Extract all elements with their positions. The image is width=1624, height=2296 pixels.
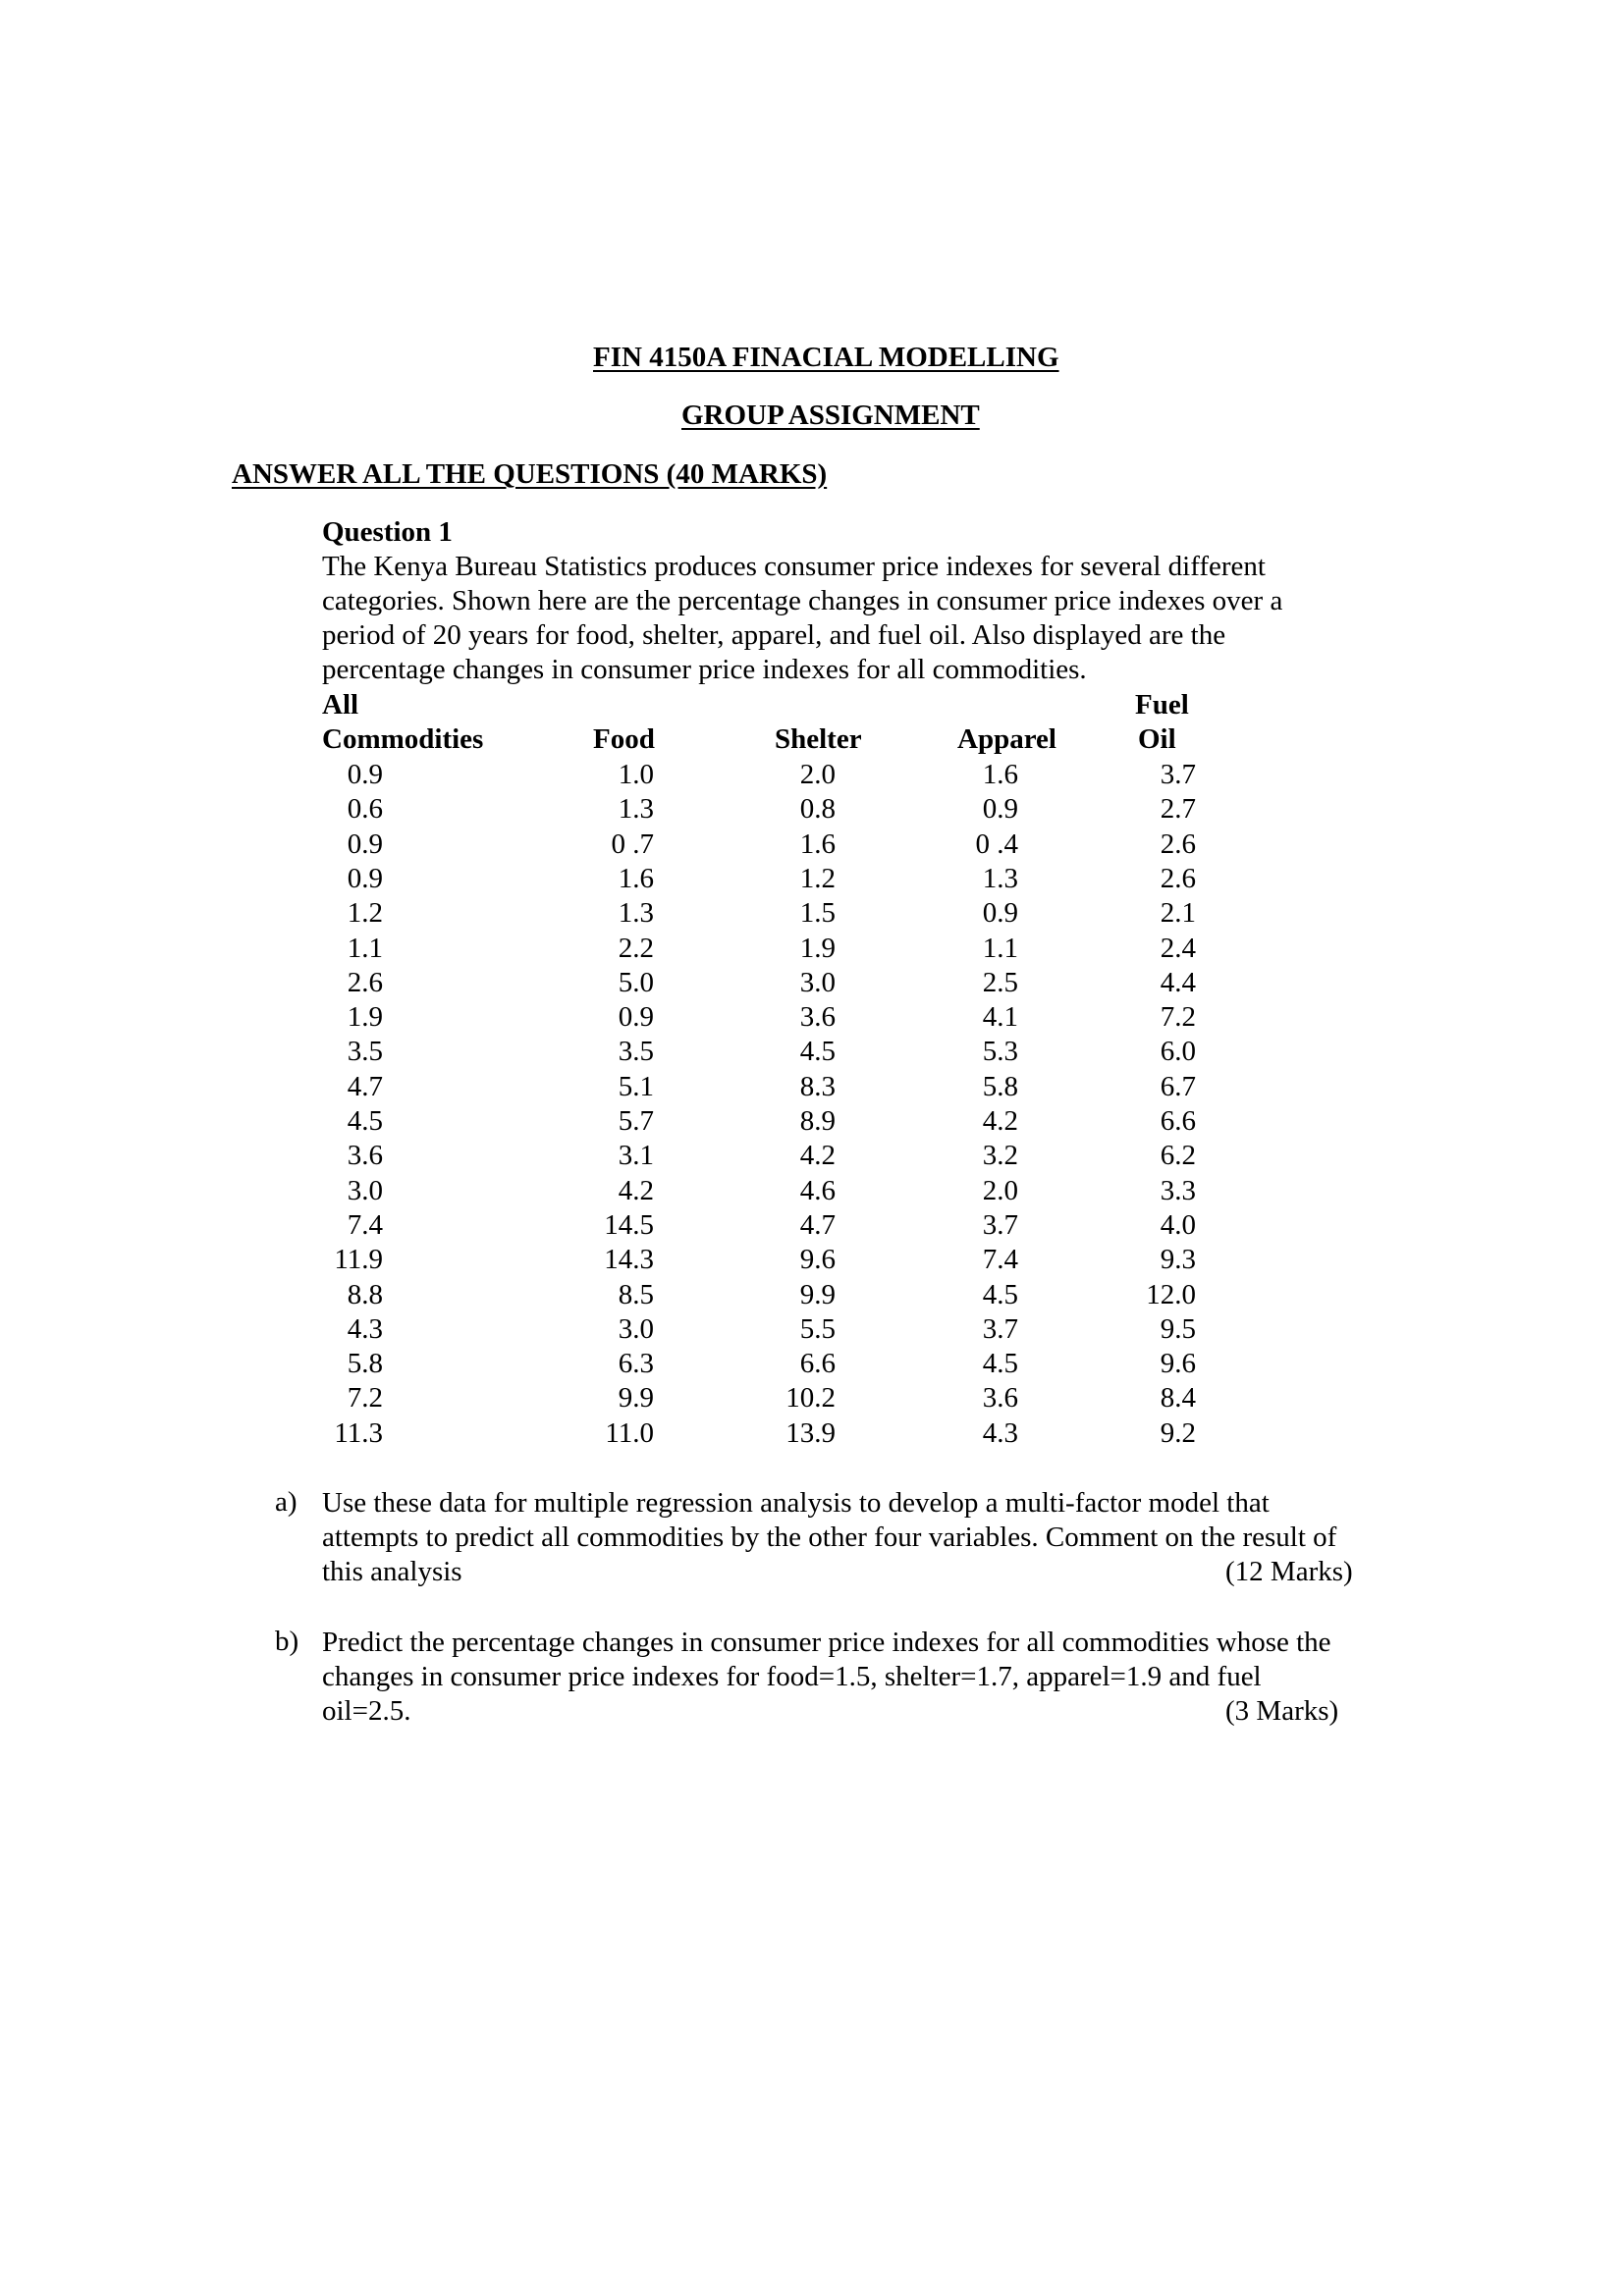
part-a-marks: (12 Marks) xyxy=(1225,1556,1353,1587)
table-cell-col-apparel: 2.0 xyxy=(982,1174,1018,1206)
table-cell-col-shelter: 4.6 xyxy=(799,1174,836,1206)
table-cell-col-apparel: 2.5 xyxy=(982,966,1018,998)
table-cell-col-shelter: 1.5 xyxy=(799,897,836,930)
table-cell-col-apparel: 4.5 xyxy=(982,1348,1018,1380)
table-cell-col-fuel-oil: 3.7 xyxy=(1160,759,1196,790)
table-cell-col-food: 1.3 xyxy=(618,897,654,930)
table-cell-col-shelter: 13.9 xyxy=(785,1416,836,1449)
part-b-line: oil=2.5. xyxy=(322,1695,411,1727)
table-cell-col-all: 1.1 xyxy=(347,932,383,964)
table-cell-col-food: 14.3 xyxy=(604,1244,654,1276)
table-cell-col-fuel-oil: 4.0 xyxy=(1160,1208,1196,1241)
table-cell-col-all: 1.9 xyxy=(347,1001,383,1034)
question-1-heading: Question 1 xyxy=(322,516,453,548)
table-cell-col-shelter: 9.9 xyxy=(799,1278,836,1310)
table-cell-col-food: 1.6 xyxy=(618,862,654,894)
table-cell-col-all: 2.6 xyxy=(347,966,383,998)
part-b-label: b) xyxy=(275,1626,299,1657)
table-cell-col-all: 4.3 xyxy=(347,1312,383,1345)
table-cell-col-all: 1.2 xyxy=(347,897,383,930)
table-cell-col-fuel-oil: 2.6 xyxy=(1160,862,1196,894)
table-cell-col-fuel-oil: 3.3 xyxy=(1160,1174,1196,1206)
table-cell-col-fuel-oil: 6.0 xyxy=(1160,1036,1196,1068)
table-cell-col-fuel-oil: 2.7 xyxy=(1160,793,1196,826)
table-cell-col-all: 3.6 xyxy=(347,1140,383,1172)
header-all: All xyxy=(322,689,359,721)
table-cell-col-all: 4.5 xyxy=(347,1105,383,1137)
table-cell-col-food: 6.3 xyxy=(618,1348,654,1380)
table-cell-col-fuel-oil: 6.6 xyxy=(1160,1105,1196,1137)
table-cell-col-shelter: 2.0 xyxy=(799,759,836,790)
table-cell-col-fuel-oil: 8.4 xyxy=(1160,1382,1196,1415)
assignment-title: GROUP ASSIGNMENT xyxy=(681,400,980,431)
table-cell-col-fuel-oil: 9.5 xyxy=(1160,1312,1196,1345)
table-cell-col-apparel: 5.8 xyxy=(982,1070,1018,1102)
header-shelter: Shelter xyxy=(775,723,862,755)
table-cell-col-apparel: 1.1 xyxy=(982,932,1018,964)
table-cell-col-apparel: 3.7 xyxy=(982,1208,1018,1241)
table-cell-col-apparel: 5.3 xyxy=(982,1036,1018,1068)
intro-line: period of 20 years for food, shelter, apparel, and fuel oil. Also displayed are the xyxy=(322,619,1226,651)
table-cell-col-all: 5.8 xyxy=(347,1348,383,1380)
table-cell-col-all: 3.5 xyxy=(347,1036,383,1068)
table-cell-col-food: 0 .7 xyxy=(611,828,654,860)
table-cell-col-shelter: 6.6 xyxy=(799,1348,836,1380)
table-cell-col-food: 1.0 xyxy=(618,759,654,790)
table-cell-col-apparel: 4.2 xyxy=(982,1105,1018,1137)
table-cell-col-shelter: 0.8 xyxy=(799,793,836,826)
table-cell-col-fuel-oil: 2.1 xyxy=(1160,897,1196,930)
table-cell-col-fuel-oil: 7.2 xyxy=(1160,1001,1196,1034)
header-commodities: Commodities xyxy=(322,723,484,755)
table-cell-col-food: 9.9 xyxy=(618,1382,654,1415)
table-cell-col-fuel-oil: 2.6 xyxy=(1160,828,1196,860)
table-cell-col-food: 8.5 xyxy=(618,1278,654,1310)
part-b-line: Predict the percentage changes in consumer price indexes for all commodities whose the xyxy=(322,1627,1331,1658)
table-cell-col-shelter: 8.9 xyxy=(799,1105,836,1137)
table-cell-col-apparel: 3.6 xyxy=(982,1382,1018,1415)
table-cell-col-shelter: 1.2 xyxy=(799,862,836,894)
table-cell-col-fuel-oil: 4.4 xyxy=(1160,966,1196,998)
table-cell-col-all: 7.4 xyxy=(347,1208,383,1241)
part-a-line: Use these data for multiple regression analysis to develop a multi-factor model that xyxy=(322,1487,1270,1519)
table-cell-col-apparel: 0.9 xyxy=(982,897,1018,930)
table-cell-col-food: 0.9 xyxy=(618,1001,654,1034)
header-food: Food xyxy=(593,723,655,755)
table-cell-col-apparel: 1.3 xyxy=(982,862,1018,894)
table-cell-col-apparel: 4.3 xyxy=(982,1416,1018,1449)
table-cell-col-shelter: 5.5 xyxy=(799,1312,836,1345)
part-b-line: changes in consumer price indexes for food=1.5, shelter=1.7, apparel=1.9 and fuel xyxy=(322,1661,1262,1692)
table-cell-col-all: 0.9 xyxy=(347,828,383,860)
table-cell-col-all: 3.0 xyxy=(347,1174,383,1206)
table-cell-col-food: 5.7 xyxy=(618,1105,654,1137)
table-cell-col-shelter: 3.0 xyxy=(799,966,836,998)
table-cell-col-all: 11.9 xyxy=(334,1244,383,1276)
table-cell-col-shelter: 4.5 xyxy=(799,1036,836,1068)
part-a-line-last xyxy=(322,1555,1402,1589)
table-cell-col-fuel-oil: 2.4 xyxy=(1160,932,1196,964)
table-cell-col-food: 4.2 xyxy=(618,1174,654,1206)
table-cell-col-food: 5.1 xyxy=(618,1070,654,1102)
intro-line: categories. Shown here are the percentage changes in consumer price indexes over a xyxy=(322,585,1283,616)
table-cell-col-shelter: 10.2 xyxy=(785,1382,836,1415)
header-apparel: Apparel xyxy=(957,723,1056,755)
part-b-line-last xyxy=(322,1694,1402,1729)
part-a-line: this analysis xyxy=(322,1556,462,1587)
table-cell-col-food: 11.0 xyxy=(605,1416,654,1449)
part-a-text xyxy=(322,1486,1402,1589)
table-cell-col-shelter: 3.6 xyxy=(799,1001,836,1034)
table-cell-col-fuel-oil: 6.7 xyxy=(1160,1070,1196,1102)
table-cell-col-food: 14.5 xyxy=(604,1208,654,1241)
table-cell-col-shelter: 1.6 xyxy=(799,828,836,860)
table-cell-col-all: 8.8 xyxy=(347,1278,383,1310)
table-cell-col-apparel: 4.5 xyxy=(982,1278,1018,1310)
table-cell-col-all: 0.9 xyxy=(347,759,383,790)
part-a-label: a) xyxy=(275,1486,298,1518)
table-cell-col-fuel-oil: 9.3 xyxy=(1160,1244,1196,1276)
table-cell-col-apparel: 1.6 xyxy=(982,759,1018,790)
table-cell-col-all: 0.6 xyxy=(347,793,383,826)
table-cell-col-fuel-oil: 6.2 xyxy=(1160,1140,1196,1172)
intro-line: The Kenya Bureau Statistics produces consumer price indexes for several different xyxy=(322,551,1266,582)
instruction-heading: ANSWER ALL THE QUESTIONS (40 MARKS) xyxy=(232,458,828,490)
part-a-line: attempts to predict all commodities by the other four variables. Comment on the result of xyxy=(322,1522,1337,1553)
table-cell-col-food: 3.1 xyxy=(618,1140,654,1172)
intro-line: percentage changes in consumer price indexes for all commodities. xyxy=(322,654,1087,685)
header-oil: Oil xyxy=(1138,723,1176,755)
table-cell-col-all: 4.7 xyxy=(347,1070,383,1102)
table-cell-col-apparel: 3.2 xyxy=(982,1140,1018,1172)
table-cell-col-shelter: 4.7 xyxy=(799,1208,836,1241)
table-cell-col-food: 2.2 xyxy=(618,932,654,964)
table-cell-col-apparel: 7.4 xyxy=(982,1244,1018,1276)
part-b-marks: (3 Marks) xyxy=(1225,1695,1339,1727)
table-cell-col-shelter: 1.9 xyxy=(799,932,836,964)
table-cell-col-food: 5.0 xyxy=(618,966,654,998)
table-cell-col-shelter: 8.3 xyxy=(799,1070,836,1102)
question-1-intro xyxy=(322,550,1422,687)
table-cell-col-apparel: 3.7 xyxy=(982,1312,1018,1345)
table-cell-col-all: 7.2 xyxy=(347,1382,383,1415)
table-cell-col-fuel-oil: 12.0 xyxy=(1146,1278,1196,1310)
table-cell-col-apparel: 0.9 xyxy=(982,793,1018,826)
table-cell-col-shelter: 4.2 xyxy=(799,1140,836,1172)
table-cell-col-shelter: 9.6 xyxy=(799,1244,836,1276)
table-cell-col-apparel: 0 .4 xyxy=(975,828,1018,860)
table-cell-col-all: 11.3 xyxy=(334,1416,383,1449)
table-cell-col-fuel-oil: 9.2 xyxy=(1160,1416,1196,1449)
table-cell-col-apparel: 4.1 xyxy=(982,1001,1018,1034)
table-cell-col-food: 1.3 xyxy=(618,793,654,826)
table-cell-col-food: 3.0 xyxy=(618,1312,654,1345)
header-fuel: Fuel xyxy=(1135,689,1189,721)
table-cell-col-fuel-oil: 9.6 xyxy=(1160,1348,1196,1380)
part-b-text xyxy=(322,1626,1402,1729)
table-cell-col-all: 0.9 xyxy=(347,862,383,894)
course-title: FIN 4150A FINACIAL MODELLING xyxy=(593,342,1059,373)
table-cell-col-food: 3.5 xyxy=(618,1036,654,1068)
